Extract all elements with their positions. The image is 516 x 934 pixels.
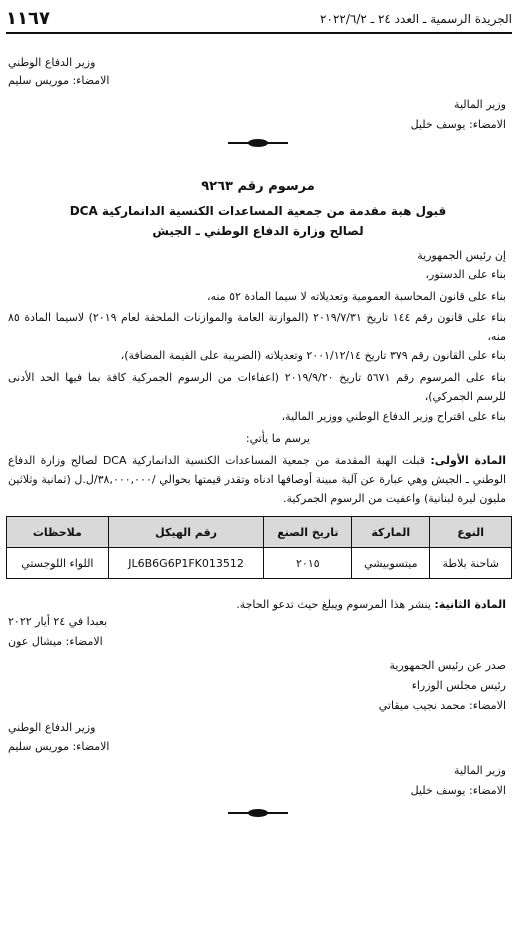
decree-number: مرسوم رقم ٩٢٦٣ <box>201 179 315 194</box>
section-divider <box>228 810 288 816</box>
cell-notes: اللواء اللوجستي <box>7 548 109 579</box>
vehicle-table <box>6 516 512 579</box>
decrees-label: يرسم ما يأتي: <box>245 432 311 445</box>
preamble-line: بناء على المرسوم رقم ٥٦٧١ تاريخ ٢٠١٩/٩/٢٠ (اعفاءات من الرسوم الجمركية كافة بما فيها الحد الأدنى للرسم الجمركي)، <box>8 371 506 403</box>
pm-title: رئيس مجلس الوزراء <box>411 679 506 692</box>
cell-type: شاحنة بلاطة <box>430 548 512 579</box>
section-divider <box>228 140 288 146</box>
col-header-type: النوع <box>430 517 512 548</box>
preamble-line: بناء على اقتراح وزير الدفاع الوطني ووزير المالية، <box>281 410 506 423</box>
article-2-text: ينشر هذا المرسوم ويبلغ حيث تدعو الحاجة. <box>236 598 435 611</box>
running-title: الجريدة الرسمية ـ العدد ٢٤ ـ ٢٠٢٢/٦/٢ <box>320 12 512 26</box>
president-signature: الامضاء: ميشال عون <box>8 635 103 648</box>
decree-title-line2: لصالح وزارة الدفاع الوطني ـ الجيش <box>152 224 364 238</box>
finance-title: وزير المالية <box>454 764 506 777</box>
issued-by: صدر عن رئيس الجمهورية <box>389 659 506 672</box>
defense-title: وزير الدفاع الوطني <box>8 721 96 734</box>
col-header-notes: ملاحظات <box>7 517 109 548</box>
page-number: ١١٦٧ <box>6 8 50 29</box>
preamble-line: بناء على قانون رقم ١٤٤ تاريخ ٢٠١٩/٧/٣١ (الموازنة العامة والموازنات الملحقة لعام ٢٠١٩) لاسيما المادة ٨٥ منه، <box>8 311 506 343</box>
preamble-line: بناء على القانون رقم ٣٧٩ تاريخ ٢٠٠١/١٢/١٤ وتعديلاته (الضريبة على القيمة المضافة)، <box>120 349 506 362</box>
prev-finance-signature: الامضاء: يوسف خليل <box>410 118 506 131</box>
col-header-year: تاريخ الصنع <box>264 517 352 548</box>
prev-defense-signature: الامضاء: موريس سليم <box>8 74 110 87</box>
decree-title-line1: قبول هبة مقدمة من جمعية المساعدات الكنسية الدانماركية DCA <box>69 204 447 218</box>
cell-brand: ميتسوبيشي <box>352 548 430 579</box>
pm-signature: الامضاء: محمد نجيب ميقاتي <box>378 699 506 712</box>
header-rule <box>6 32 512 34</box>
prev-defense-title: وزير الدفاع الوطني <box>8 56 96 69</box>
preamble-line: إن رئيس الجمهورية <box>417 249 506 262</box>
article-2 <box>236 598 506 612</box>
preamble-line: بناء على الدستور، <box>425 268 506 281</box>
cell-year: ٢٠١٥ <box>264 548 352 579</box>
cell-chassis: JL6B6G6P1FK013512 <box>108 548 264 579</box>
article-1-label: المادة الأولى: <box>430 454 506 467</box>
finance-signature: الامضاء: يوسف خليل <box>410 784 506 797</box>
table-row <box>7 548 512 579</box>
table-header-row <box>7 517 512 548</box>
article-1 <box>8 451 506 508</box>
preamble-line: بناء على قانون المحاسبة العمومية وتعديلاته لا سيما المادة ٥٢ منه، <box>206 290 506 303</box>
article-1-text: قبلت الهبة المقدمة من جمعية المساعدات الكنسية الدانماركية DCA لصالح وزارة الدفاع الوطني ـ الجيش وهي عبارة عن آلية مبينة أوصافها ادناه وتقدر قيمتها بحوالي /٣٨,٠٠٠,٠٠٠/ل.ل (ثمانية وثلاثين مليون ليرة لبنانية) واعفيت من الرسوم الجمركية. <box>8 454 506 505</box>
col-header-brand: الماركة <box>352 517 430 548</box>
article-2-label: المادة الثانية: <box>434 598 506 611</box>
place-date: بعبدا في ٢٤ أيار ٢٠٢٢ <box>8 615 108 628</box>
col-header-chassis: رقم الهيكل <box>108 517 264 548</box>
page-header <box>6 8 512 30</box>
defense-signature: الامضاء: موريس سليم <box>8 740 110 753</box>
prev-finance-title: وزير المالية <box>454 98 506 111</box>
